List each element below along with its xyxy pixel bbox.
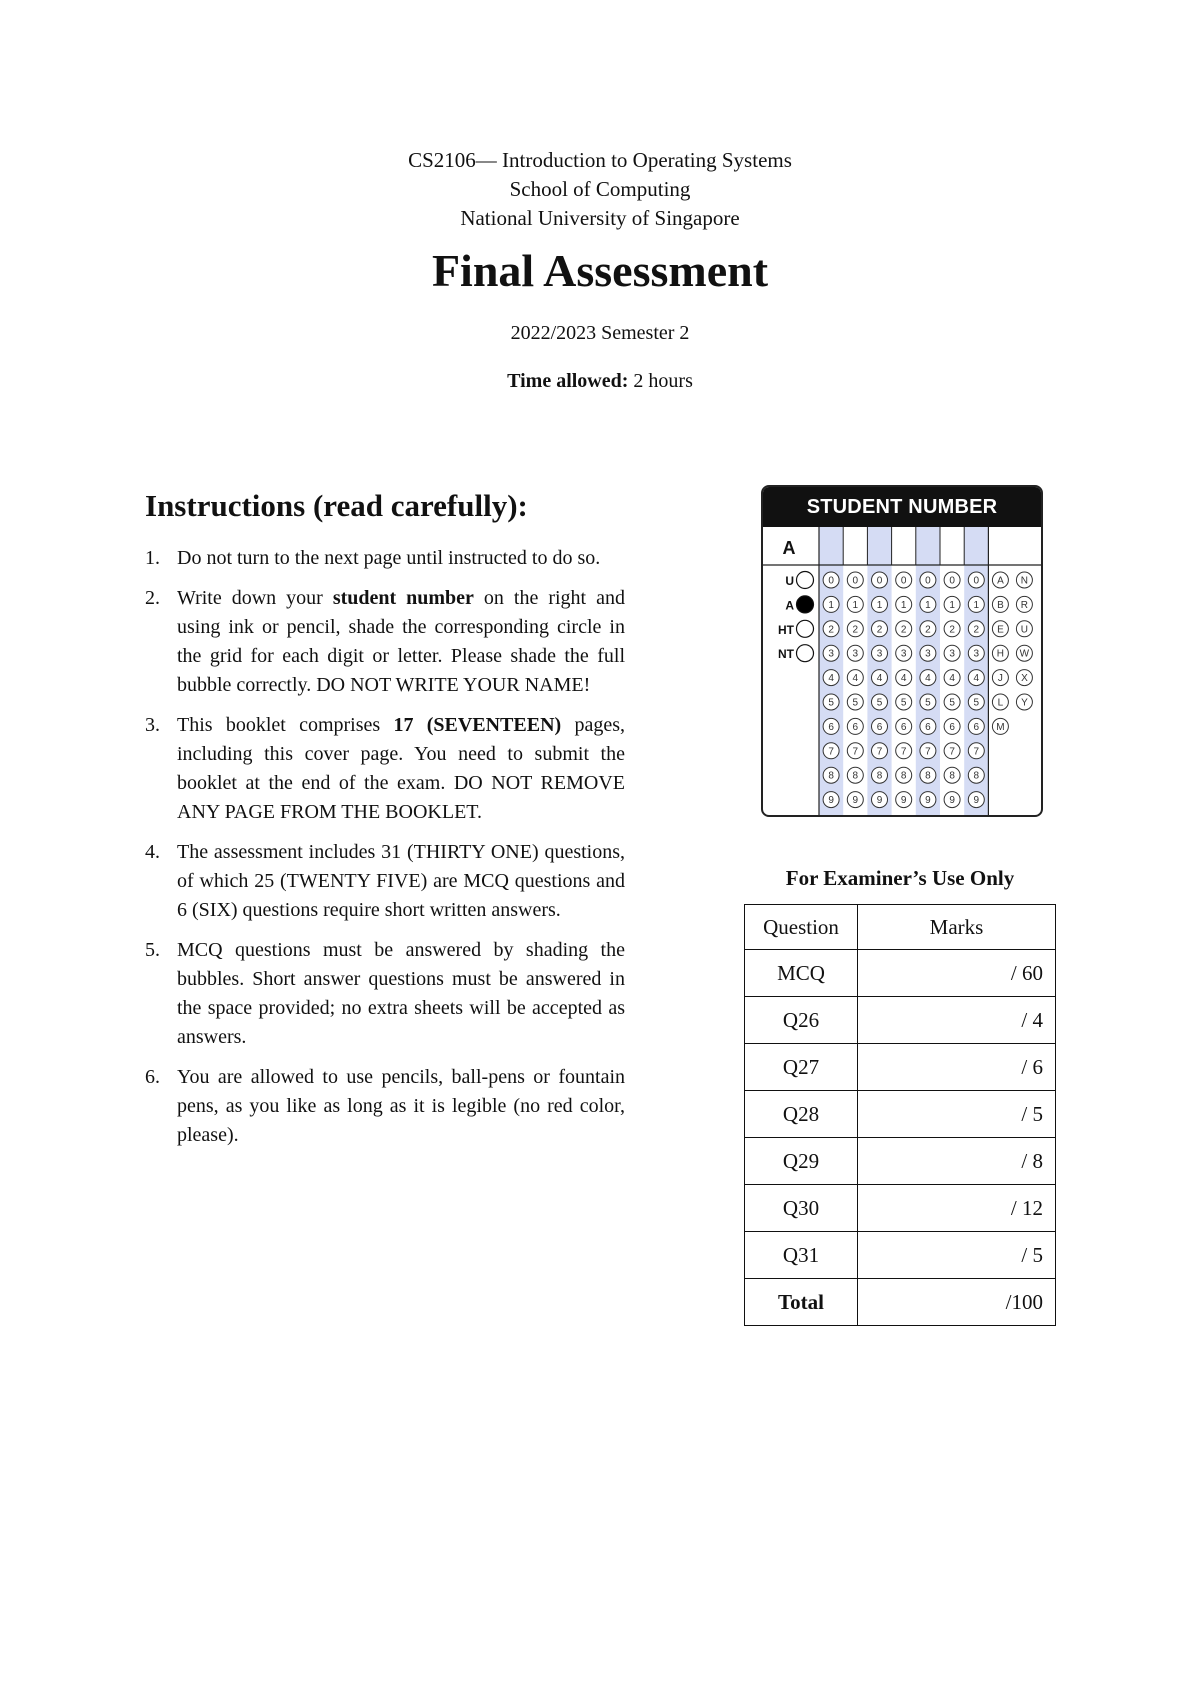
instruction-item [145, 936, 625, 1052]
course-name: CS2106— Introduction to Operating Systems [408, 148, 792, 172]
total-marks: /100 [858, 1279, 1056, 1326]
instruction-item [145, 1063, 625, 1150]
instructions-section [145, 486, 625, 1161]
total-label: Total [745, 1279, 858, 1326]
instruction-text: The assessment includes 31 (THIRTY ONE) questions, of which 25 (TWENTY FIVE) are MCQ questions and 6 (SIX) questions require short written answers. [177, 841, 625, 921]
table-header-row [745, 905, 1056, 950]
prefix-bubble-filled [797, 596, 814, 613]
digit-bubble-label: 0 [828, 575, 834, 587]
digit-bubble-label: 9 [852, 795, 859, 807]
digit-bubble-label: 5 [852, 697, 859, 709]
digit-bubble-label: 8 [949, 770, 955, 782]
school-name: School of Computing [509, 177, 691, 201]
column-header-question: Question [745, 905, 858, 950]
question-cell: Q31 [745, 1232, 858, 1279]
digit-bubble-label: 8 [852, 770, 859, 782]
instruction-emphasis: student number [332, 587, 474, 609]
digit-bubble-label: 0 [925, 575, 931, 587]
digit-bubble-label: 2 [876, 624, 883, 636]
marks-cell: / 60 [858, 950, 1056, 997]
time-allowed-label: Time allowed: [507, 370, 629, 392]
digit-bubble-label: 1 [876, 599, 883, 611]
semester: 2022/2023 Semester 2 [510, 322, 690, 344]
digit-bubble-label: 6 [828, 721, 834, 733]
table-total-row [745, 1279, 1056, 1326]
instruction-emphasis: 17 (SEVENTEEN) [393, 714, 562, 736]
table-row [745, 1044, 1056, 1091]
digit-bubble-label: 6 [900, 721, 907, 733]
digit-bubble-label: 4 [852, 673, 859, 685]
digit-bubble-label: 6 [925, 721, 931, 733]
instructions-list [145, 544, 625, 1150]
letter-bubble-label: J [997, 673, 1003, 685]
prefix-option-label: NT [778, 647, 794, 662]
digit-bubble-label: 7 [973, 746, 980, 758]
letter-bubble-label: R [1020, 599, 1029, 611]
letter-bubble-label: M [996, 721, 1005, 733]
instruction-text: MCQ questions must be answered by shading the bubbles. Short answer questions must be answered in the space provided; no extra sheets will be accepted as answers. [177, 939, 625, 1048]
instruction-number: 5. [145, 939, 160, 961]
digit-bubble-label: 5 [900, 697, 907, 709]
digit-bubble-label: 6 [876, 721, 883, 733]
marks-table [744, 904, 1056, 1326]
student-number-prefix: A [782, 538, 796, 558]
digit-bubble-label: 1 [973, 599, 980, 611]
digit-bubble-label: 2 [973, 624, 980, 636]
column-header-marks: Marks [858, 905, 1056, 950]
marks-cell: / 4 [858, 997, 1056, 1044]
digit-bubble-label: 9 [925, 795, 931, 807]
marks-cell: / 5 [858, 1091, 1056, 1138]
marks-cell: / 6 [858, 1044, 1056, 1091]
digit-bubble-label: 0 [852, 575, 859, 587]
digit-bubble-label: 3 [876, 648, 883, 660]
prefix-option-label: A [785, 598, 794, 613]
digit-bubble-label: 3 [925, 648, 931, 660]
letter-bubble-label: A [997, 575, 1004, 587]
instruction-number: 3. [145, 714, 160, 736]
question-cell: Q26 [745, 997, 858, 1044]
question-cell: Q27 [745, 1044, 858, 1091]
student-number-bubbles [763, 527, 1041, 815]
digit-bubble-label: 3 [828, 648, 834, 660]
digit-bubble-label: 1 [900, 599, 907, 611]
letter-bubble-label: X [1021, 673, 1028, 685]
marks-cell: / 8 [858, 1138, 1056, 1185]
digit-bubble-label: 4 [925, 673, 931, 685]
question-cell: Q30 [745, 1185, 858, 1232]
prefix-bubble [797, 645, 814, 662]
letter-bubble-label: L [997, 697, 1004, 709]
letter-bubble-label: U [1020, 624, 1029, 636]
letter-bubble-label: E [997, 624, 1004, 636]
digit-bubble-label: 5 [828, 697, 834, 709]
letter-bubble-label: B [997, 599, 1004, 611]
digit-bubble-label: 5 [925, 697, 931, 709]
digit-bubble-label: 8 [973, 770, 980, 782]
prefix-option-label: HT [778, 622, 794, 637]
digit-bubble-label: 1 [949, 599, 955, 611]
digit-bubble-label: 9 [876, 795, 883, 807]
instruction-text: You are allowed to use pencils, ball-pens or fountain pens, as you like as long as it is legible (no red color, please). [177, 1066, 625, 1146]
question-cell: Q29 [745, 1138, 858, 1185]
instruction-text: pages, including this cover page. You need to submit the booklet at the end of the exam. DO NOT REMOVE ANY PAGE FROM THE BOOKLET. [177, 714, 625, 823]
letter-bubble-label: H [996, 648, 1005, 660]
digit-bubble-label: 2 [852, 624, 859, 636]
digit-bubble-label: 4 [973, 673, 980, 685]
table-row [745, 1138, 1056, 1185]
digit-bubble-label: 0 [973, 575, 980, 587]
instruction-item [145, 838, 625, 925]
prefix-bubble [797, 572, 814, 589]
digit-bubble-label: 9 [973, 795, 980, 807]
digit-bubble-label: 9 [900, 795, 907, 807]
table-row [745, 1185, 1056, 1232]
digit-bubble-label: 8 [925, 770, 931, 782]
table-row [745, 1232, 1056, 1279]
digit-bubble-label: 2 [949, 624, 955, 636]
digit-bubble-label: 4 [876, 673, 883, 685]
table-row [745, 1091, 1056, 1138]
digit-bubble-label: 5 [973, 697, 980, 709]
digit-bubble-label: 4 [900, 673, 907, 685]
letter-bubble-label: N [1020, 575, 1029, 587]
question-cell: MCQ [745, 950, 858, 997]
digit-bubble-label: 3 [973, 648, 980, 660]
digit-bubble-label: 3 [900, 648, 907, 660]
time-allowed [0, 367, 1200, 395]
time-allowed-value: 2 hours [633, 370, 693, 392]
table-row [745, 997, 1056, 1044]
prefix-bubble [797, 620, 814, 637]
prefix-option-label: U [785, 574, 794, 588]
digit-bubble-label: 9 [949, 795, 955, 807]
instruction-text: Write down your [177, 587, 333, 609]
question-cell: Q28 [745, 1091, 858, 1138]
instruction-number: 6. [145, 1066, 160, 1088]
digit-bubble-label: 2 [900, 624, 907, 636]
digit-bubble-label: 8 [900, 770, 907, 782]
digit-bubble-label: 9 [828, 795, 834, 807]
instruction-item [145, 544, 625, 573]
instruction-number: 1. [145, 547, 160, 569]
letter-bubble-label: W [1019, 648, 1030, 660]
table-row [745, 950, 1056, 997]
marks-cell: / 5 [858, 1232, 1056, 1279]
digit-bubble-label: 1 [925, 599, 931, 611]
digit-bubble-label: 1 [852, 599, 859, 611]
digit-bubble-label: 3 [852, 648, 859, 660]
digit-bubble-label: 7 [925, 746, 931, 758]
digit-bubble-label: 4 [949, 673, 955, 685]
digit-bubble-label: 8 [828, 770, 834, 782]
student-number-title: STUDENT NUMBER [763, 487, 1041, 527]
instructions-heading: Instructions (read carefully): [145, 488, 528, 523]
exam-header [0, 146, 1200, 395]
digit-bubble-label: 0 [900, 575, 907, 587]
instruction-number: 2. [145, 587, 160, 609]
page-title: Final Assessment [431, 245, 769, 296]
instruction-number: 4. [145, 841, 160, 863]
university-name: National University of Singapore [460, 206, 740, 230]
examiner-title: For Examiner’s Use Only [785, 866, 1015, 890]
digit-bubble-label: 6 [973, 721, 980, 733]
digit-bubble-label: 7 [828, 746, 834, 758]
digit-bubble-label: 8 [876, 770, 883, 782]
student-number-grid [761, 485, 1043, 817]
digit-bubble-label: 5 [876, 697, 883, 709]
letter-bubble-label: Y [1021, 697, 1028, 709]
digit-bubble-label: 2 [828, 624, 834, 636]
digit-bubble-label: 0 [949, 575, 955, 587]
instruction-text: This booklet comprises [177, 714, 394, 736]
instruction-item [145, 711, 625, 827]
digit-bubble-label: 2 [925, 624, 931, 636]
digit-bubble-label: 7 [900, 746, 907, 758]
digit-bubble-label: 7 [876, 746, 883, 758]
digit-bubble-label: 7 [949, 746, 955, 758]
instruction-text: Do not turn to the next page until instructed to do so. [177, 547, 601, 569]
digit-bubble-label: 3 [949, 648, 955, 660]
digit-bubble-label: 5 [949, 697, 955, 709]
examiner-section [744, 864, 1056, 1326]
digit-bubble-label: 0 [876, 575, 883, 587]
digit-bubble-label: 7 [852, 746, 859, 758]
marks-cell: / 12 [858, 1185, 1056, 1232]
digit-bubble-label: 4 [828, 673, 834, 685]
digit-bubble-label: 6 [852, 721, 859, 733]
digit-bubble-label: 6 [949, 721, 955, 733]
instruction-text: on the right and using ink or pencil, shade the corresponding circle in the grid for each digit or letter. Please shade the full bubble correctly. DO NOT WRITE YOUR NAME! [177, 587, 625, 696]
digit-bubble-label: 1 [828, 599, 834, 611]
instruction-item [145, 584, 625, 700]
